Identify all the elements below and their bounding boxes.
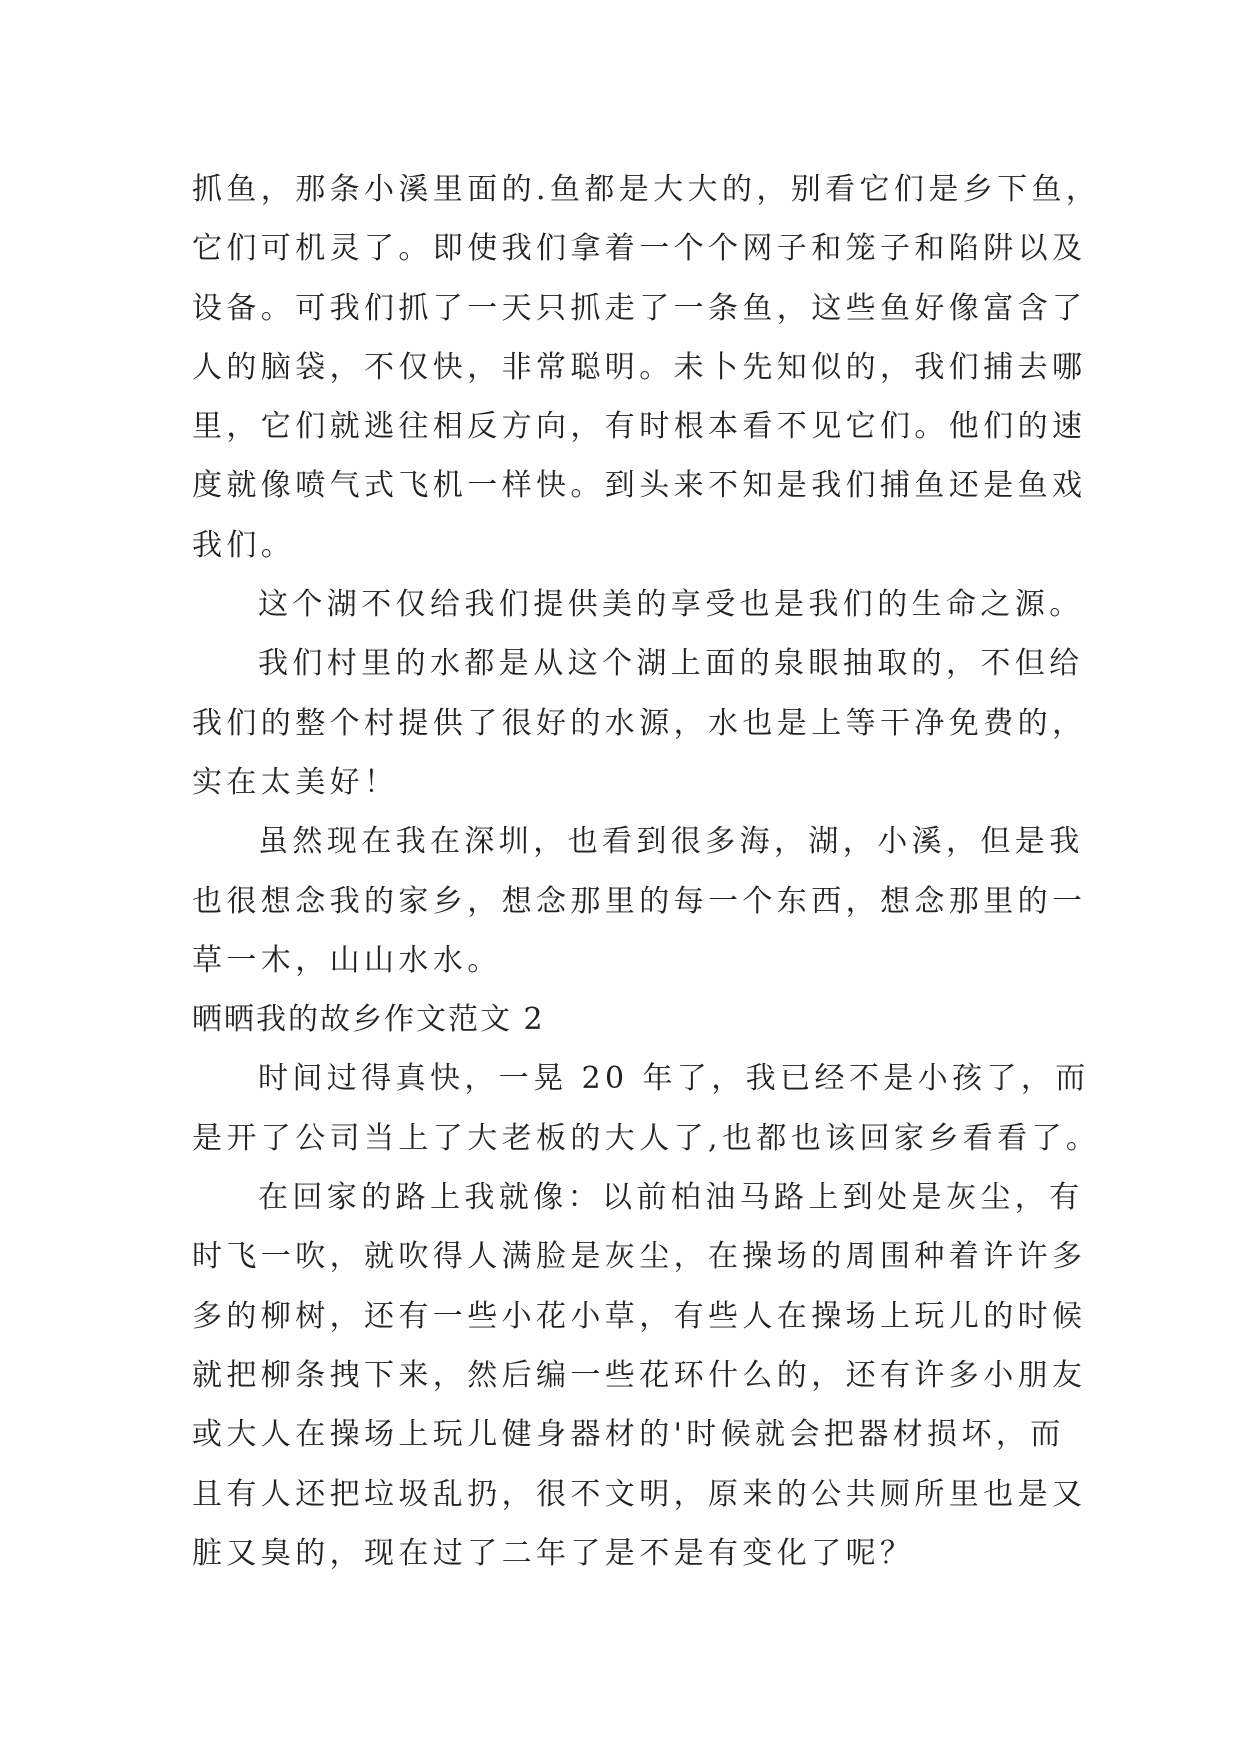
paragraph-first-line: 这个湖不仅给我们提供美的享受也是我们的生命之源。 (258, 587, 1084, 623)
paragraph-first-line: 虽然现在我在深圳，也看到很多海，湖，小溪，但是我 (258, 824, 1084, 860)
body-line: 是开了公司当上了大老板的大人了,也都也该回家乡看看了。 (192, 1120, 1101, 1156)
body-line: 草一木，山山水水。 (192, 942, 502, 978)
body-line: 抓鱼，那条小溪里面的.鱼都是大大的，别看它们是乡下鱼， (192, 172, 1101, 207)
body-line: 或大人在操场上玩儿健身器材的'时候就会把器材损坏，而 (192, 1417, 1065, 1453)
body-line: 就把柳条拽下来，然后编一些花环什么的，还有许多小朋友 (192, 1357, 1087, 1393)
body-line: 脏又臭的，现在过了二年了是不是有变化了呢？ (192, 1535, 915, 1571)
section-heading: 晒晒我的故乡作文范文 2 (192, 1002, 545, 1038)
body-line: 它们可机灵了。即使我们拿着一个个网子和笼子和陷阱以及 (192, 231, 1087, 267)
body-line: 也很想念我的家乡，想念那里的每一个东西，想念那里的一 (192, 883, 1087, 919)
body-line: 设备。可我们抓了一天只抓走了一条鱼，这些鱼好像富含了 (192, 290, 1087, 326)
body-line: 且有人还把垃圾乱扔，很不文明，原来的公共厕所里也是又 (192, 1476, 1087, 1512)
body-line: 人的脑袋，不仅快，非常聪明。未卜先知似的，我们捕去哪 (192, 349, 1087, 385)
paragraph-first-line: 时间过得真快，一晃 20 年了，我已经不是小孩了，而 (258, 1061, 1090, 1097)
body-line: 我们的整个村提供了很好的水源，水也是上等干净免费的， (192, 705, 1087, 741)
paragraph-first-line: 我们村里的水都是从这个湖上面的泉眼抽取的，不但给 (258, 646, 1084, 682)
body-line: 实在太美好！ (192, 764, 399, 800)
paragraph-first-line: 在回家的路上我就像：以前柏油马路上到处是灰尘，有 (258, 1180, 1084, 1216)
body-line: 我们。 (192, 527, 296, 563)
body-line: 时飞一吹，就吹得人满脸是灰尘，在操场的周围种着许许多 (192, 1239, 1087, 1275)
body-line: 多的柳树，还有一些小花小草，有些人在操场上玩儿的时候 (192, 1298, 1087, 1334)
body-line: 里，它们就逃往相反方向，有时根本看不见它们。他们的速 (192, 409, 1087, 445)
document-body (192, 160, 1101, 1583)
body-line: 度就像喷气式飞机一样快。到头来不知是我们捕鱼还是鱼戏 (192, 468, 1087, 504)
